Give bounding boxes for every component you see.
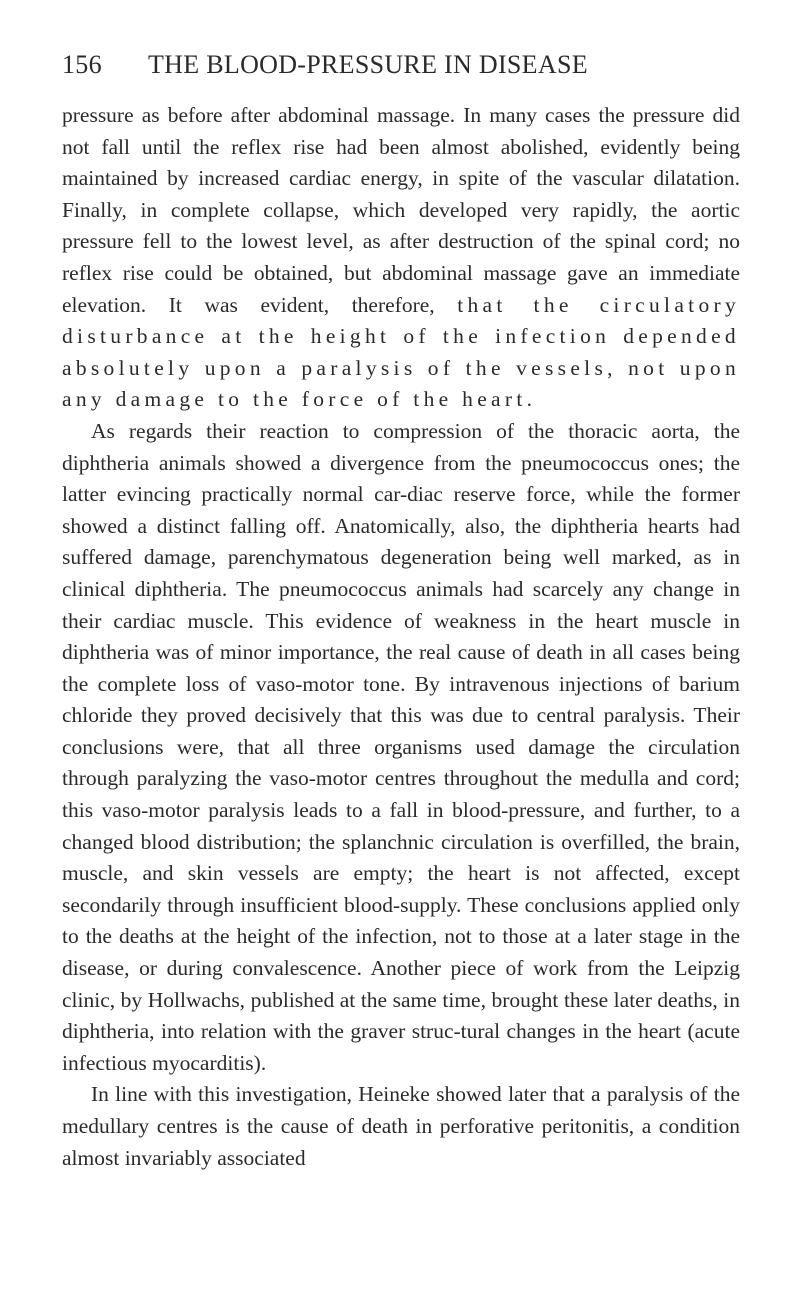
paragraph-2: As regards their reaction to compression of the thoracic aorta, the diphtheria animals showed a divergence from the pneumococcus ones; the latter evincing practically normal car-diac reserve force, while the former showed a distinct falling off. Anatomically, also, the diphtheria hearts had suffered damage, parenchymatous degeneration being well marked, as in clinical diphtheria. The pneumococcus animals had scarcely any change in their cardiac muscle. This evidence of weakness in the heart muscle in diphtheria was of minor importance, the real cause of death in all cases being the complete loss of vaso-motor tone. By intravenous injections of barium chloride they proved decisively that this was due to central paralysis. Their conclusions were, that all three organisms used damage the circulation through paralyzing the vaso-motor centres throughout the medulla and cord; this vaso-motor paralysis leads to a fall in blood-pressure, and further, to a changed blood distribution; the splanchnic circulation is overfilled, the brain, muscle, and skin vessels are empty; the heart is not affected, except secondarily through insufficient blood-supply. These conclusions applied only to the deaths at the height of the infection, not to those at a later stage in the disease, or during convalescence. Another piece of work from the Leipzig clinic, by Hollwachs, published at the same time, brought these later deaths, in diphtheria, into relation with the graver struc-tural changes in the heart (acute infectious myocarditis).	[62, 418, 740, 1075]
paragraph-3: In line with this investigation, Heineke showed later that a paralysis of the medullary centres is the cause of death in perforative peritonitis, a condition almost invariably associated	[62, 1082, 740, 1170]
running-title: THE BLOOD-PRESSURE IN DISEASE	[148, 50, 588, 79]
paragraph-1-text: pressure as before after abdominal massage. In many cases the pressure did not fall until the reflex rise had been almost abolished, evidently being maintained by increased cardiac energy, in spite of the vascular dilatation. Finally, in complete collapse, which developed very rapidly, the aortic pressure fell to the lowest level, as after destruction of the spinal cord; no reflex rise could be obtained, but abdominal massage gave an immediate elevation. It was evident, therefore,	[62, 103, 740, 317]
page-number: 156	[62, 50, 102, 79]
body-text	[62, 100, 740, 1174]
paragraph-1-spaced-emphasis: that the circulatory disturbance at the height of the infection depended absolutely upon a paralysis of the vessels, not upon any damage to the force of the heart.	[62, 292, 741, 412]
running-head	[62, 48, 740, 82]
paragraph-1	[62, 100, 740, 416]
